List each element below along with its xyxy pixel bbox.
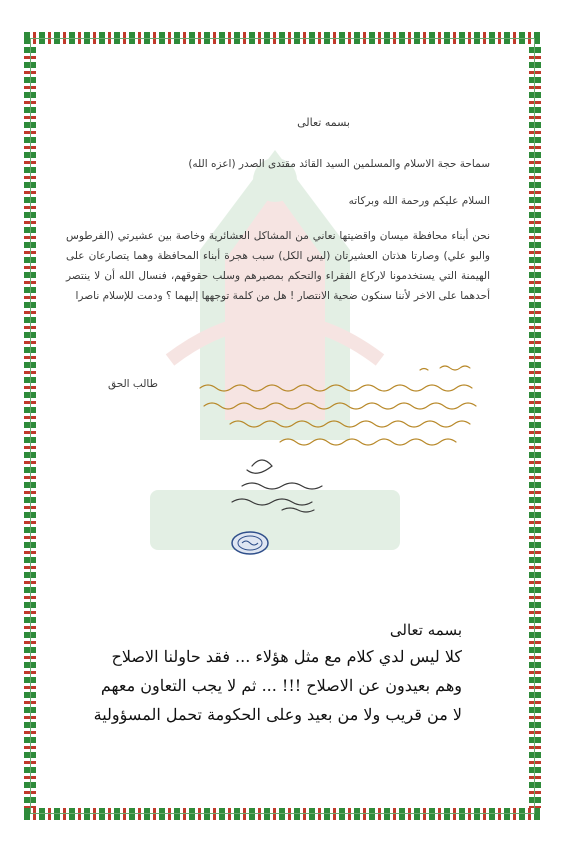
watermark-emblem-icon xyxy=(107,110,440,590)
transcription-line: لا من قريب ولا من بعيد وعلى الحكومة تحمل المسؤولية xyxy=(93,705,462,724)
transcription-line: وهم بعيدون عن الاصلاح !!! ... ثم لا يجب التعاون معهم xyxy=(100,676,462,695)
handwritten-signature xyxy=(222,456,332,516)
letter-body: نحن أبناء محافظة ميسان واقضيتها نعاني من المشاكل العشائرية وخاصة بين عشيرتي (الفرطوس والبو علي) وصارتا هذتان العشيرتان (ليس الكل) سبب هجرة أبناء المحافظة وهما يتصارعان على الهيمنة التي يستخدمونا لاركاع الفقراء والتحكم بمصيرهم وسلب حقوقهم، فنسال الله أن لا ينتصر أحدهما على الاخر لأننا سنكون ضحية الانتصار ! هل من كلمة توجهها إليهما ؟ ودمت للإسلام ناصرا xyxy=(66,230,490,302)
handwritten-reply xyxy=(190,362,490,452)
letter-greeting: السلام عليكم ورحمة الله وبركاته xyxy=(348,195,490,207)
official-seal-icon xyxy=(230,530,270,556)
letter-addressee: سماحة حجة الاسلام والمسلمين السيد القائد مقتدى الصدر (اعزه الله) xyxy=(188,158,490,170)
transcription-line: كلا ليس لدي كلام مع مثل هؤلاء ... فقد حاولنا الاصلاح xyxy=(111,647,462,666)
letter-title: بسمه تعالى xyxy=(297,116,350,129)
reply-transcription xyxy=(90,618,462,729)
letter-signature: طالب الحق xyxy=(107,378,158,390)
transcription-title: بسمه تعالى xyxy=(389,621,462,639)
